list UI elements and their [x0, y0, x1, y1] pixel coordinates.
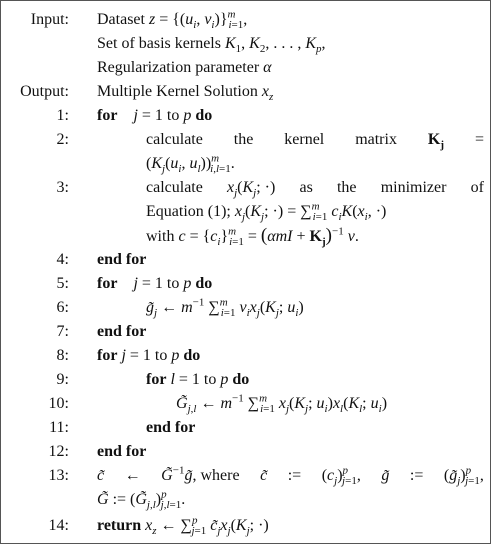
step-2-cont: [1, 153, 484, 175]
step-9-text: for l = 1 to p do: [146, 371, 250, 388]
step-3-text-c: with $c = \{c_i\}^m_{i=1} = (\alpha mI + K_j)^{-1}$ v.: [146, 225, 359, 249]
line-number: 5:: [56, 275, 69, 292]
step-4-text: end for: [97, 251, 147, 268]
input-dataset: Dataset $z = \{(u_i$, $v_i)\}^m_{i=1}$,: [97, 8, 248, 32]
input-line-3: [1, 57, 484, 79]
step-2-text-a: calculate the kernel matrix $K_j$ =: [146, 131, 484, 152]
input-line-2: [1, 33, 484, 55]
step-1: [1, 105, 484, 127]
step-5: [1, 273, 484, 295]
step-6-text: $g̃_j$ ← $m^{-1}$ ∑$^m_{i=1}$ $v_ix_j(K_j$; $u_i$): [146, 296, 304, 320]
input-regularization: Regularization parameter α: [97, 59, 272, 76]
line-number: 6:: [56, 299, 69, 316]
line-number: 8:: [56, 347, 69, 364]
step-13-text-a: c̃ ← G̃$^{-1}$g̃, where c̃ := $(c_j)^p_{j=1}$, g̃ := $(g̃_j)^p_{j=1}$,: [97, 464, 484, 488]
step-9: [1, 369, 484, 391]
step-12: [1, 441, 484, 463]
line-number: 1:: [56, 107, 69, 124]
step-1-text: for j = 1 to p do: [97, 107, 213, 124]
step-3-text-b: Equation (1); $x_j(K_j$; ·) = ∑$^m_{i=1}$ $c_iK(x_i$, ·): [146, 200, 387, 224]
step-14-text: return $x_z$ ← ∑$^p_{j=1}$ $c̃_jx_j(K_j$; ·): [97, 514, 269, 538]
step-13: [1, 465, 484, 487]
step-6: [1, 297, 484, 319]
line-number: 4:: [56, 251, 69, 268]
input-label: Input:: [30, 11, 69, 28]
line-number: 2:: [56, 131, 69, 148]
step-10: [1, 393, 484, 415]
step-13-text-b: G̃ := $(G̃_{j,l})^p_{j,l=1}$.: [97, 488, 186, 512]
step-3-cont-2: [1, 225, 484, 247]
input-line-1: [1, 9, 484, 31]
step-5-text: for j = 1 to p do: [97, 275, 213, 292]
line-number: 10:: [48, 395, 69, 412]
output-line: [1, 81, 484, 103]
line-number: 7:: [56, 323, 69, 340]
step-8-text: for j = 1 to p do: [97, 347, 201, 364]
line-number: 11:: [49, 419, 69, 436]
line-number: 13:: [48, 467, 69, 484]
step-4: [1, 249, 484, 271]
output-text: Multiple Kernel Solution $x_z$: [97, 83, 274, 104]
output-label: Output:: [20, 83, 69, 100]
step-2-text-b: ($K_j(u_i$, $u_l))^m_{i,l=1}$.: [146, 152, 235, 176]
step-10-text: $G̃_{j,l}$ ← $m^{-1}$ ∑$^m_{i=1}$ $x_j(K_j$; $u_i)x_l(K_l$; $u_i$): [176, 392, 388, 416]
step-3-cont-1: [1, 201, 484, 223]
line-number: 14:: [48, 517, 69, 534]
step-7-text: end for: [97, 323, 147, 340]
step-11-text: end for: [146, 419, 196, 436]
line-number: 12:: [48, 443, 69, 460]
step-7: [1, 321, 484, 343]
step-8: [1, 345, 484, 367]
step-3: [1, 177, 484, 199]
step-13-cont: [1, 489, 484, 511]
line-number: 3:: [56, 179, 69, 196]
step-3-text-a: calculate $x_j(K_j$; ·) as the minimizer of: [146, 179, 484, 200]
input-kernels: Set of basis kernels $K_1$, $K_2$, . . . , $K_p$,: [97, 35, 326, 56]
step-2: [1, 129, 484, 151]
line-number: 9:: [56, 371, 69, 388]
step-14: [1, 515, 484, 537]
step-11: [1, 417, 484, 439]
step-12-text: end for: [97, 443, 147, 460]
